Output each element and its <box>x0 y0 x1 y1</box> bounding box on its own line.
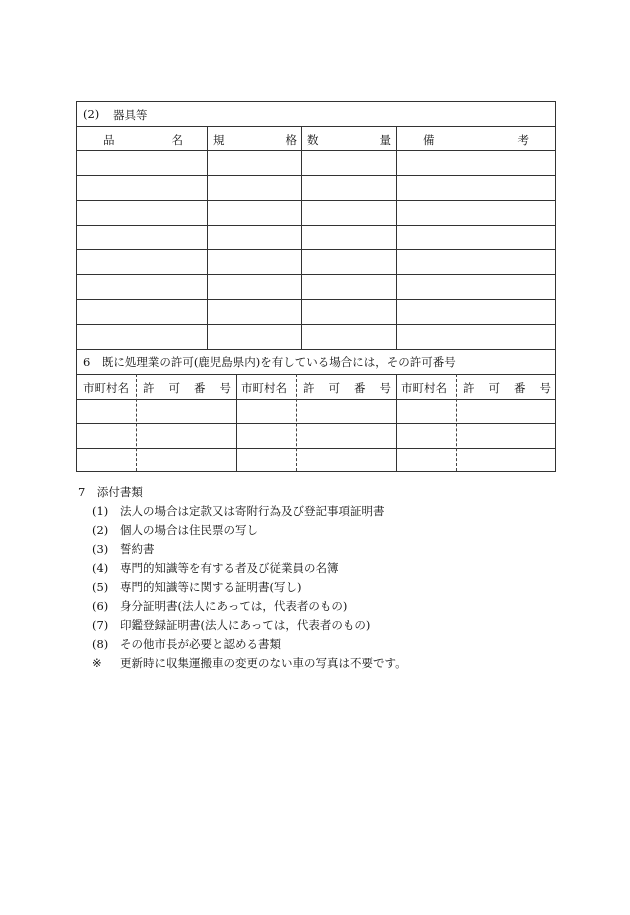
header-permit-number <box>463 380 551 396</box>
item-text: 専門的知識等に関する証明書(写し) <box>120 580 302 594</box>
item-number: (4) <box>92 561 109 575</box>
header-char: 品 <box>103 133 115 147</box>
item-text: 誓約書 <box>120 542 155 556</box>
header-municipality: 市町村名 <box>83 381 129 395</box>
header-char: 規 <box>213 133 225 147</box>
note-text: 更新時に収集運搬車の変更のない車の写真は不要です。 <box>120 656 407 670</box>
attachment-item <box>92 503 385 519</box>
header-municipality: 市町村名 <box>401 381 447 395</box>
row-divider <box>77 200 555 201</box>
equipment-heading-number: (2) <box>83 107 100 121</box>
header-char: 可 <box>168 381 180 395</box>
header-quantity <box>307 132 391 148</box>
item-number: (7) <box>92 618 109 632</box>
column-divider <box>396 374 397 471</box>
item-number: (5) <box>92 580 109 594</box>
equipment-heading-label: 器具等 <box>113 108 148 122</box>
column-divider <box>236 374 237 471</box>
row-divider <box>77 150 555 151</box>
header-permit-number <box>143 380 231 396</box>
header-spec <box>213 132 297 148</box>
column-divider-dashed <box>136 374 137 471</box>
item-number: (3) <box>92 542 109 556</box>
attachment-item <box>92 579 301 595</box>
column-divider-dashed <box>456 374 457 471</box>
attachment-note <box>92 655 407 671</box>
column-divider <box>396 126 397 349</box>
row-divider <box>77 274 555 275</box>
attachments-title: 7 添付書類 <box>78 485 143 499</box>
header-char: 号 <box>379 381 391 395</box>
attachment-item <box>92 522 258 538</box>
row-divider <box>77 349 555 350</box>
item-number: (8) <box>92 637 109 651</box>
row-divider <box>77 126 555 127</box>
column-divider-dashed <box>296 374 297 471</box>
attachment-item <box>92 560 339 576</box>
header-char: 号 <box>219 381 231 395</box>
attachment-item <box>92 541 155 557</box>
header-char: 番 <box>514 381 526 395</box>
header-char: 考 <box>517 133 529 147</box>
item-text: 身分証明書(法人にあっては，代表者のもの) <box>120 599 348 613</box>
item-number: (6) <box>92 599 109 613</box>
row-divider <box>77 249 555 250</box>
header-char: 備 <box>423 133 435 147</box>
header-char: 名 <box>171 133 183 147</box>
row-divider <box>77 225 555 226</box>
item-text: 印鑑登録証明書(法人にあっては，代表者のもの) <box>120 618 371 632</box>
column-divider <box>207 126 208 349</box>
item-text: 法人の場合は定款又は寄附行為及び登記事項証明書 <box>120 504 385 518</box>
item-text: その他市長が必要と認める書類 <box>120 637 281 651</box>
header-char: 可 <box>488 381 500 395</box>
column-divider <box>301 126 302 349</box>
row-divider <box>77 399 555 400</box>
attachment-item <box>92 598 347 614</box>
row-divider <box>77 374 555 375</box>
row-divider <box>77 448 555 449</box>
item-number: (1) <box>92 504 109 518</box>
header-permit-number <box>303 380 391 396</box>
header-char: 番 <box>194 381 206 395</box>
header-char: 許 <box>143 381 155 395</box>
row-divider <box>77 299 555 300</box>
row-divider <box>77 175 555 176</box>
header-char: 号 <box>539 381 551 395</box>
item-text: 専門的知識等を有する者及び従業員の名簿 <box>120 561 339 575</box>
header-municipality: 市町村名 <box>241 381 287 395</box>
item-number: (2) <box>92 523 109 537</box>
row-divider <box>77 423 555 424</box>
header-char: 許 <box>463 381 475 395</box>
header-char: 格 <box>285 133 297 147</box>
header-char: 数 <box>307 133 319 147</box>
permit-heading: 6 既に処理業の許可(鹿児島県内)を有している場合には，その許可番号 <box>83 355 456 369</box>
attachment-item <box>92 636 281 652</box>
header-char: 可 <box>328 381 340 395</box>
attachment-item <box>92 617 370 633</box>
header-item-name <box>103 132 183 148</box>
header-remarks <box>423 132 529 148</box>
item-text: 個人の場合は住民票の写し <box>120 523 258 537</box>
note-mark: ※ <box>92 656 102 670</box>
header-char: 許 <box>303 381 315 395</box>
row-divider <box>77 324 555 325</box>
header-char: 番 <box>354 381 366 395</box>
form-table <box>76 101 556 472</box>
header-char: 量 <box>379 133 391 147</box>
